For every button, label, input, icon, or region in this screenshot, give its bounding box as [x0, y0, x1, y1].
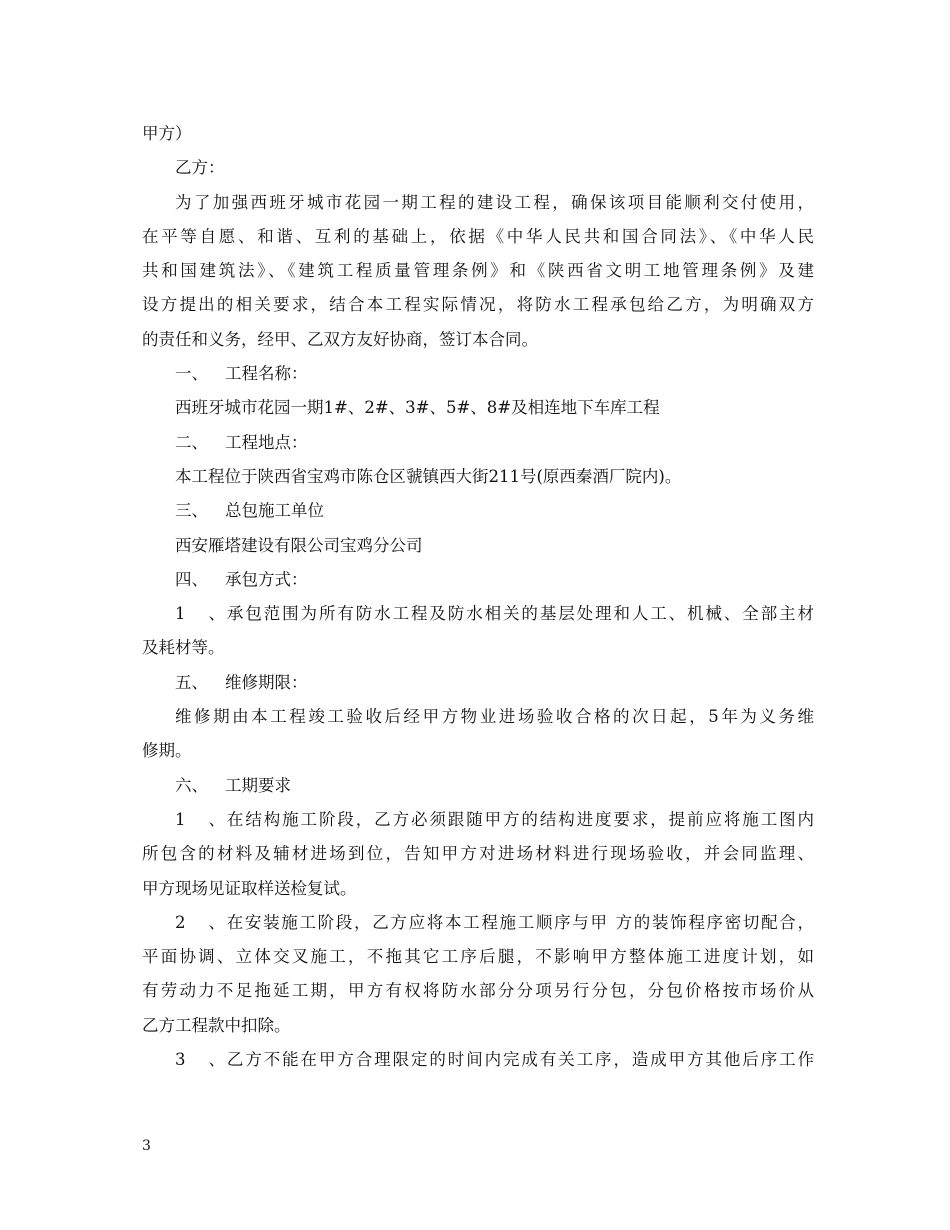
- line-text: 的责任和义务，经甲、乙双方友好协商，签订本合同。: [142, 329, 538, 349]
- text-line: [142, 940, 814, 974]
- line-text: 乙方工程款中扣除。: [142, 1015, 291, 1035]
- line-text: 在平等自愿、和谐、互利的基础上，依据《中华人民共和国合同法》、《中华人民: [142, 226, 814, 246]
- item-number: 3、: [175, 1050, 225, 1070]
- line-text: 工期要求: [225, 775, 291, 795]
- text-line: [142, 837, 814, 871]
- text-line: [142, 666, 814, 700]
- line-text: 为了加强西班牙城市花园一期工程的建设工程，确保该项目能顺利交付使用，: [175, 192, 814, 212]
- text-line: [142, 1009, 814, 1043]
- line-text: 本工程位于陕西省宝鸡市陈仓区虢镇西大街211号(原西秦酒厂院内)。: [175, 466, 682, 486]
- line-text: 承包方式：: [225, 569, 308, 589]
- text-line: [142, 323, 814, 357]
- text-line: [142, 460, 814, 494]
- item-number: 二、: [175, 432, 208, 452]
- line-text: 工程地点：: [225, 432, 308, 452]
- text-line: [142, 597, 814, 631]
- line-text: 所包含的材料及辅材进场到位，告知甲方对进场材料进行现场验收，并会同监理、: [142, 844, 814, 864]
- line-text: 工程名称：: [225, 364, 308, 384]
- text-line: [142, 906, 814, 940]
- text-line: [142, 288, 814, 322]
- line-text: 乙方不能在甲方合理限定的时间内完成有关工序，造成甲方其他后序工作: [225, 1050, 814, 1070]
- line-text: 西安雁塔建设有限公司宝鸡分公司: [175, 535, 423, 555]
- text-line: [142, 186, 814, 220]
- line-text: 维修期限：: [225, 672, 308, 692]
- line-text: 修期。: [142, 741, 192, 761]
- line-text: 甲方）: [142, 124, 192, 143]
- text-line: [142, 1043, 814, 1077]
- item-number: 1、: [175, 809, 225, 829]
- text-line: [142, 700, 814, 734]
- line-text: 平面协调、立体交叉施工，不拖其它工序后腿，不影响甲方整体施工进度计划，如: [142, 947, 814, 967]
- item-number: 六、: [175, 775, 208, 795]
- line-text: 维修期由本工程竣工验收后经甲方物业进场验收合格的次日起，5年为义务维: [175, 707, 814, 727]
- text-line: [142, 631, 814, 665]
- item-number: 三、: [175, 501, 208, 521]
- text-line: [142, 117, 814, 151]
- text-line: [142, 426, 814, 460]
- text-line: [142, 769, 814, 803]
- page-number: 3: [142, 1138, 151, 1154]
- line-text: 总包施工单位: [225, 501, 324, 521]
- text-line: [142, 357, 814, 391]
- item-number: 1、: [175, 604, 225, 624]
- document-body: [142, 117, 814, 1077]
- text-line: [142, 974, 814, 1008]
- text-line: [142, 872, 814, 906]
- line-text: 共和国建筑法》、《建筑工程质量管理条例》和《陕西省文明工地管理条例》及建: [142, 261, 814, 281]
- line-text: 西班牙城市花园一期1#、2#、3#、5#、8#及相连地下车库工程: [175, 398, 660, 418]
- line-text: 承包范围为所有防水工程及防水相关的基层处理和人工、机械、全部主材: [225, 604, 814, 624]
- item-number: 2、: [175, 912, 225, 932]
- line-text: 在结构施工阶段，乙方必须跟随甲方的结构进度要求，提前应将施工图内: [225, 809, 814, 829]
- text-line: [142, 494, 814, 528]
- text-line: [142, 734, 814, 768]
- item-number: 五、: [175, 672, 208, 692]
- text-line: [142, 220, 814, 254]
- line-text: 甲方现场见证取样送检复试。: [142, 878, 357, 898]
- item-number: 四、: [175, 569, 208, 589]
- line-text: 设方提出的相关要求，结合本工程实际情况，将防水工程承包给乙方，为明确双方: [142, 295, 814, 315]
- text-line: [142, 803, 814, 837]
- line-text: 及耗材等。: [142, 638, 225, 658]
- text-line: [142, 529, 814, 563]
- line-text: 乙方：: [175, 158, 225, 178]
- line-text: 在安装施工阶段，乙方应将本工程施工顺序与甲 方的装饰程序密切配合，: [225, 912, 814, 932]
- text-line: [142, 391, 814, 425]
- text-line: [142, 563, 814, 597]
- text-line: [142, 254, 814, 288]
- line-text: 有劳动力不足拖延工期，甲方有权将防水部分分项另行分包，分包价格按市场价从: [142, 981, 814, 1001]
- item-number: 一、: [175, 364, 208, 384]
- text-line: [142, 151, 814, 185]
